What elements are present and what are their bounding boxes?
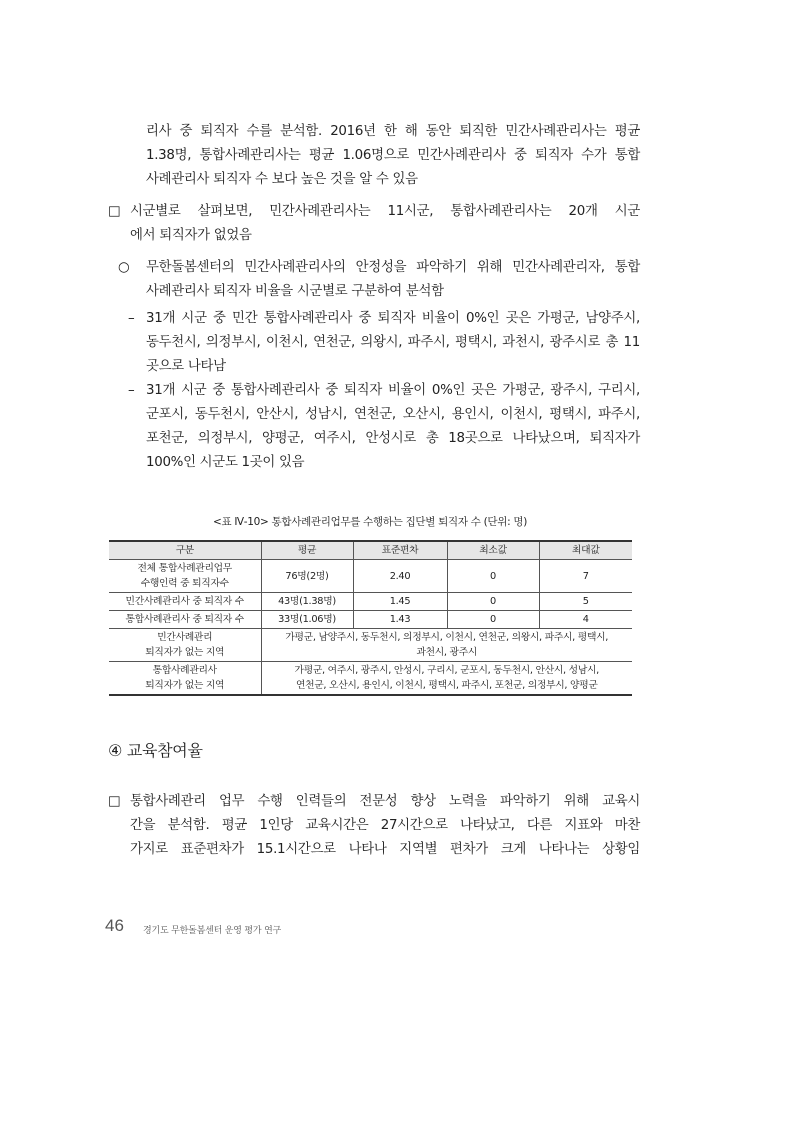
row-label: 민간사례관리 퇴직자가 없는 지역 — [109, 629, 261, 662]
text-line: 간을 분석함. 평균 1인당 교육시간은 27시간으로 나타났고, 다른 지표와 마찬 — [130, 818, 640, 833]
header-mean: 평균 — [261, 541, 353, 560]
row-label: 민간사례관리사 중 퇴직자 수 — [109, 593, 261, 611]
cell-max: 7 — [539, 560, 632, 593]
footer-title: 경기도 무한돌봄센터 운영 평가 연구 — [143, 926, 282, 936]
bullet-paragraph-education — [108, 790, 640, 862]
section-title: ④ 교육참여율 — [108, 741, 203, 760]
table-row — [109, 629, 632, 662]
dash-item-private-managers — [108, 307, 640, 379]
header-min: 최소값 — [447, 541, 539, 560]
text-line: 사례관리사 퇴직자 수 보다 높은 것을 알 수 있음 — [146, 172, 418, 187]
text-line: 100%인 시군도 1곳이 있음 — [146, 455, 305, 470]
page-number: 46 — [105, 916, 124, 935]
bullet-paragraph-region-summary — [108, 200, 640, 248]
text-line: 군포시, 동두천시, 안산시, 성남시, 연천군, 오산시, 용인시, 이천시, 평택시, 파주시, — [146, 407, 640, 422]
row-label: 통합사례관리사 중 퇴직자 수 — [109, 611, 261, 629]
square-bullet-icon: □ — [108, 204, 121, 219]
circle-bullet-icon: ○ — [118, 260, 130, 275]
text-line: 포천군, 의정부시, 양평군, 여주시, 안성시로 총 18곳으로 나타났으며, 퇴직자가 — [146, 431, 640, 446]
cell-mean: 33명(1.06명) — [261, 611, 353, 629]
table-caption: <표 Ⅳ-10> 통합사례관리업무를 수행하는 집단별 퇴직자 수 (단위: 명) — [213, 516, 527, 528]
text-line: 에서 퇴직자가 없었음 — [130, 228, 252, 243]
table-header-row — [109, 541, 632, 560]
cell-sd: 1.45 — [353, 593, 447, 611]
row-label: 통합사례관리사 퇴직자가 없는 지역 — [109, 662, 261, 696]
table-row — [109, 593, 632, 611]
intro-paragraph — [108, 120, 640, 192]
text-line: 31개 시군 중 통합사례관리사 중 퇴직자 비율이 0%인 곳은 가평군, 광주시, 구리시, — [146, 383, 640, 398]
dash-bullet-icon: – — [128, 311, 135, 326]
dash-bullet-icon: – — [128, 383, 135, 398]
row-label: 전체 통합사례관리업무 수행인력 중 퇴직자수 — [109, 560, 261, 593]
cell-sd: 1.43 — [353, 611, 447, 629]
header-category: 구분 — [109, 541, 261, 560]
cell-max: 4 — [539, 611, 632, 629]
cell-region-list: 가평군, 남양주시, 동두천시, 의정부시, 이천시, 연천군, 의왕시, 파주시, 평택시, 과천시, 광주시 — [261, 629, 632, 662]
retirees-table — [109, 540, 632, 696]
cell-sd: 2.40 — [353, 560, 447, 593]
cell-min: 0 — [447, 593, 539, 611]
text-line: 통합사례관리 업무 수행 인력들의 전문성 향상 노력을 파악하기 위해 교육시 — [130, 794, 640, 809]
text-line: 시군별로 살펴보면, 민간사례관리사는 11시군, 통합사례관리사는 20개 시군 — [130, 204, 640, 219]
text-line: 가지로 표준편차가 15.1시간으로 나타나 지역별 편차가 크게 나타나는 상황임 — [130, 842, 640, 857]
cell-min: 0 — [447, 611, 539, 629]
table-row — [109, 560, 632, 593]
header-max: 최대값 — [539, 541, 632, 560]
text-line: 31개 시군 중 민간 통합사례관리사 중 퇴직자 비율이 0%인 곳은 가평군, 남양주시, — [146, 311, 640, 326]
circle-bullet-paragraph — [108, 256, 640, 304]
text-line: 무한돌봄센터의 민간사례관리사의 안정성을 파악하기 위해 민간사례관리자, 통합 — [146, 260, 640, 275]
cell-region-list: 가평군, 여주시, 광주시, 안성시, 구리시, 군포시, 동두천시, 안산시, 성남시, 연천군, 오산시, 용인시, 이천시, 평택시, 파주시, 포천군, 의정부시, 양평군 — [261, 662, 632, 696]
text-line: 1.38명, 통합사례관리사는 평균 1.06명으로 민간사례관리사 중 퇴직자 수가 통합 — [146, 148, 640, 163]
dash-item-integrated-managers — [108, 379, 640, 475]
text-line: 동두천시, 의정부시, 이천시, 연천군, 의왕시, 파주시, 평택시, 과천시, 광주시로 총 11 — [146, 335, 640, 350]
cell-max: 5 — [539, 593, 632, 611]
cell-min: 0 — [447, 560, 539, 593]
text-line: 리사 중 퇴직자 수를 분석함. 2016년 한 해 동안 퇴직한 민간사례관리사는 평균 — [146, 124, 640, 139]
table-row — [109, 611, 632, 629]
cell-mean: 43명(1.38명) — [261, 593, 353, 611]
header-sd: 표준편차 — [353, 541, 447, 560]
text-line: 곳으로 나타남 — [146, 359, 226, 374]
square-bullet-icon: □ — [108, 794, 121, 809]
text-line: 사례관리사 퇴직자 비율을 시군별로 구분하여 분석함 — [146, 284, 444, 299]
cell-mean: 76명(2명) — [261, 560, 353, 593]
table-row — [109, 662, 632, 696]
